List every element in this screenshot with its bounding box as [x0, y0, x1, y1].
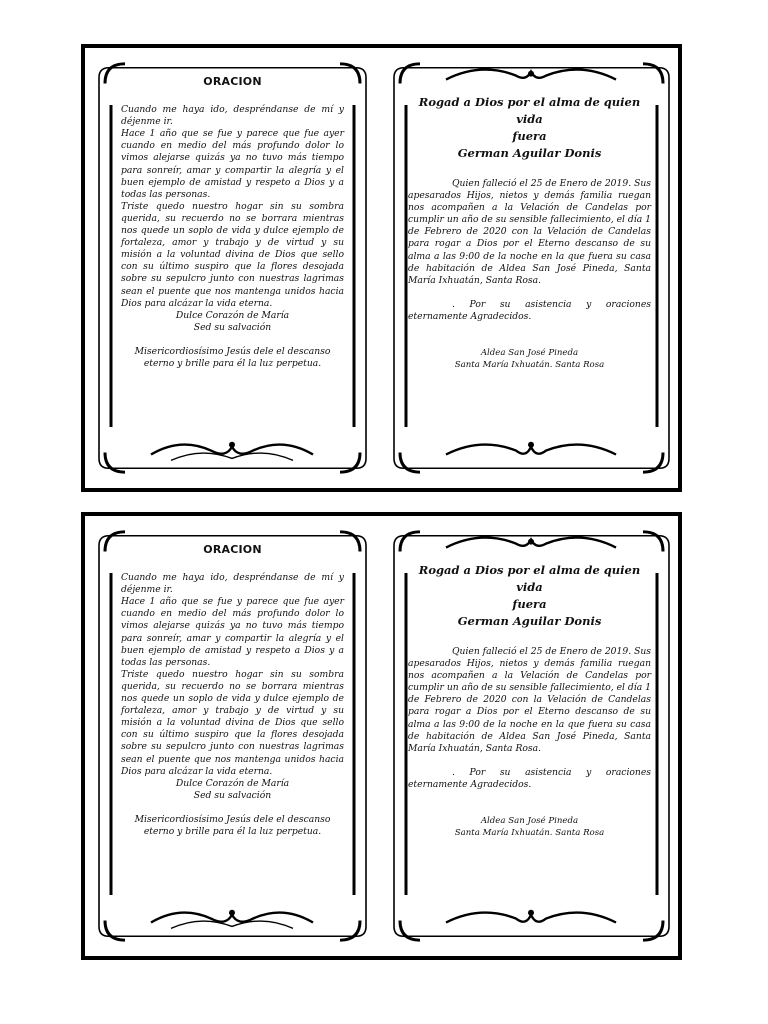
- prayer-title: ORACION: [203, 75, 262, 88]
- thanks-line: . Por su asistencia y oraciones eternamente Agradecidos.: [408, 766, 651, 790]
- prayer-content: [121, 76, 344, 370]
- verse-line: Sed su salvación: [193, 789, 272, 801]
- prayer-closing: Misericordiosísimo Jesús dele el descanso eterno y brille para él la luz perpetua.: [134, 345, 331, 369]
- announcement-panel: [386, 522, 677, 950]
- announcement-content: [408, 94, 651, 371]
- memorial-card-top: [81, 44, 682, 492]
- place-line: Santa María Ixhuatán. Santa Rosa: [454, 828, 605, 839]
- place-line: Aldea San José Pineda: [480, 816, 579, 827]
- place-line: Santa María Ixhuatán. Santa Rosa: [454, 360, 605, 371]
- title-line: fuera: [512, 129, 547, 143]
- prayer-paragraph: Cuando me haya ido, despréndanse de mí y déjenme ir.: [121, 572, 344, 596]
- announcement-title: [408, 562, 651, 630]
- memorial-card-bottom: [81, 512, 682, 960]
- announcement-panel: [386, 54, 677, 482]
- announcement-title: [408, 94, 651, 162]
- thanks-line: . Por su asistencia y oraciones eternamente Agradecidos.: [408, 298, 651, 322]
- place-line: Aldea San José Pineda: [480, 348, 579, 359]
- title-line: Rogad a Dios por el alma de quien vida: [418, 95, 641, 126]
- prayer-paragraph: Hace 1 año que se fue y parece que fue ayer cuando en medio del más profundo dolor lo vimos alejarse quizás ya no tuvo más tiempo para sonreír, amar y compartir la alegría y el buen ejemplo de amistad y respeto a Dios y a todas las personas.: [121, 128, 344, 200]
- prayer-paragraph: Triste quedo nuestro hogar sin su sombra querida, su recuerdo no se borrara mientras nos quede un soplo de vida y dulce ejemplo de fortaleza, amor y trabajo y de virtud y su misión a la voluntad divina de Dios que sello con su último suspiro que la flores desojada sobre su sepulcro junto con nuestras lagrimas sean el puente que nos mantenga unidos hacia Dios para alcázar la vida eterna.: [121, 668, 344, 777]
- announcement-body: Quien falleció el 25 de Enero de 2019. Sus apesarados Hijos, nietos y demás familia ruegan nos acompañen a la Velación de Candelas por cumplir un año de su sensible fallecimiento, el día 1 de Febrero de 2020 con la Velación de Candelas para rogar a Dios por el Eterno descanso de su alma a las 9:00 de la noche en la que fuera su casa de habitación de Aldea San José Pineda, Santa María Ixhuatán, Santa Rosa.: [408, 646, 651, 754]
- announcement-body: Quien falleció el 25 de Enero de 2019. Sus apesarados Hijos, nietos y demás familia ruegan nos acompañen a la Velación de Candelas por cumplir un año de su sensible fallecimiento, el día 1 de Febrero de 2020 con la Velación de Candelas para rogar a Dios por el Eterno descanso de su alma a las 9:00 de la noche en la que fuera su casa de habitación de Aldea San José Pineda, Santa María Ixhuatán, Santa Rosa.: [408, 178, 651, 286]
- prayer-panel: [91, 522, 374, 950]
- title-line: fuera: [512, 597, 547, 611]
- prayer-paragraph: Cuando me haya ido, despréndanse de mí y déjenme ir.: [121, 104, 344, 128]
- deceased-name: German Aguilar Donis: [457, 146, 602, 160]
- prayer-content: [121, 544, 344, 838]
- verse-line: Sed su salvación: [193, 321, 272, 333]
- title-line: Rogad a Dios por el alma de quien vida: [418, 563, 641, 594]
- prayer-closing: Misericordiosísimo Jesús dele el descanso eterno y brille para él la luz perpetua.: [134, 813, 331, 837]
- prayer-paragraph: Hace 1 año que se fue y parece que fue ayer cuando en medio del más profundo dolor lo vimos alejarse quizás ya no tuvo más tiempo para sonreír, amar y compartir la alegría y el buen ejemplo de amistad y respeto a Dios y a todas las personas.: [121, 596, 344, 668]
- announcement-content: [408, 562, 651, 839]
- prayer-title: ORACION: [203, 543, 262, 556]
- deceased-name: German Aguilar Donis: [457, 614, 602, 628]
- prayer-panel: [91, 54, 374, 482]
- verse-line: Dulce Corazón de María: [175, 309, 290, 321]
- prayer-paragraph: Triste quedo nuestro hogar sin su sombra querida, su recuerdo no se borrara mientras nos quede un soplo de vida y dulce ejemplo de fortaleza, amor y trabajo y de virtud y su misión a la voluntad divina de Dios que sello con su último suspiro que la flores desojada sobre su sepulcro junto con nuestras lagrimas sean el puente que nos mantenga unidos hacia Dios para alcázar la vida eterna.: [121, 200, 344, 309]
- verse-line: Dulce Corazón de María: [175, 777, 290, 789]
